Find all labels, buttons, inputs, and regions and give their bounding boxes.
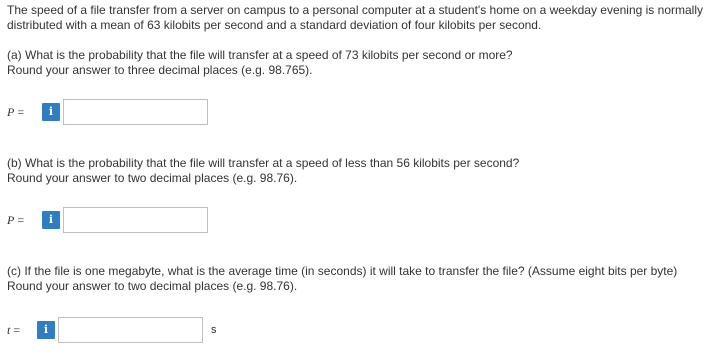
part-c-question: (c) If the file is one megabyte, what is the average time (in seconds) it will take to transfer the file? (Assume eight bits per byte) xyxy=(7,264,678,278)
part-c-equals: = xyxy=(13,322,21,337)
part-c-answer-input[interactable] xyxy=(58,317,203,343)
part-c-unit-label: s xyxy=(211,324,217,336)
part-b-answer-row xyxy=(7,207,208,233)
part-b-variable: P xyxy=(7,212,15,227)
part-b-answer-input[interactable] xyxy=(63,207,208,233)
part-a-variable-label xyxy=(7,105,42,120)
part-a-answer-input[interactable] xyxy=(63,99,208,125)
part-a-answer-row xyxy=(7,99,208,125)
part-c-variable: t xyxy=(7,322,11,337)
part-a-rounding: Round your answer to three decimal places (e.g. 98.765). xyxy=(7,63,313,77)
part-a-question: (a) What is the probability that the file will transfer at a speed of 73 kilobits per second or more? xyxy=(7,48,513,62)
intro-line-1: The speed of a file transfer from a server on campus to a personal computer at a student's home on a weekday evening is normally xyxy=(7,3,703,17)
part-c-rounding: Round your answer to two decimal places (e.g. 98.76). xyxy=(7,279,298,293)
part-b-variable-label xyxy=(7,213,42,228)
part-b-question: (b) What is the probability that the file will transfer at a speed of less than 56 kilobits per second? xyxy=(7,156,520,170)
part-a-variable: P xyxy=(7,104,15,119)
part-b-rounding: Round your answer to two decimal places (e.g. 98.76). xyxy=(7,171,298,185)
part-c-variable-label xyxy=(7,323,37,338)
info-icon[interactable]: i xyxy=(37,321,55,339)
part-b-equals: = xyxy=(17,212,25,227)
intro-line-2: distributed with a mean of 63 kilobits per second and a standard deviation of four kilobits per second. xyxy=(7,18,542,32)
info-icon[interactable]: i xyxy=(42,103,60,121)
part-c-answer-row xyxy=(7,317,217,343)
info-icon[interactable]: i xyxy=(42,211,60,229)
part-a-equals: = xyxy=(17,104,25,119)
